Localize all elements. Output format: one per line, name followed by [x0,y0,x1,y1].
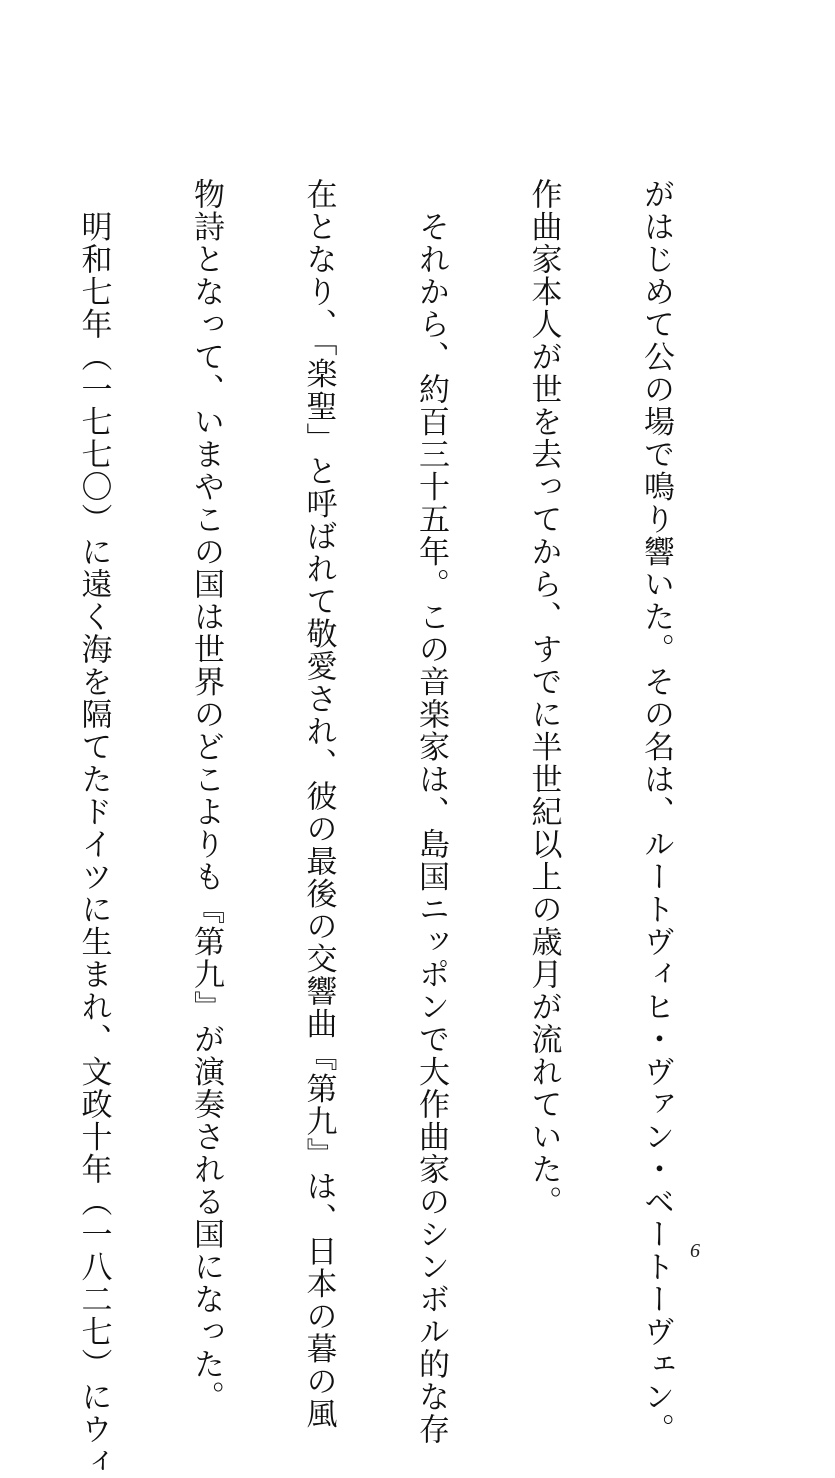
page-number: 6 [690,1240,700,1262]
text-line: 作曲家本人が世を去ってから、すでに半世紀以上の歳月が流れていた。 [525,178,562,1218]
text-line: 物詩となって、いまやこの国は世界のどこよりも『第九』が演奏される国になった。 [188,178,224,1413]
text-line: がはじめて公の場で鳴り響いた。その名は、ルートヴィヒ・ヴァン・ベートーヴェン。 [638,178,674,1446]
vertical-text-body [0,178,749,1478]
text-line: 明和七年（一七七〇）に遠く海を隔てたドイツに生まれ、文政十年（一八二七）にウィ [75,178,112,1478]
text-line: 在となり、「楽聖」と呼ばれて敬愛され、彼の最後の交響曲『第九』は、日本の暮の風 [300,178,337,1430]
text-line: それから、約百三十五年。この音楽家は、島国ニッポンで大作曲家のシンボル的な存 [413,178,449,1446]
